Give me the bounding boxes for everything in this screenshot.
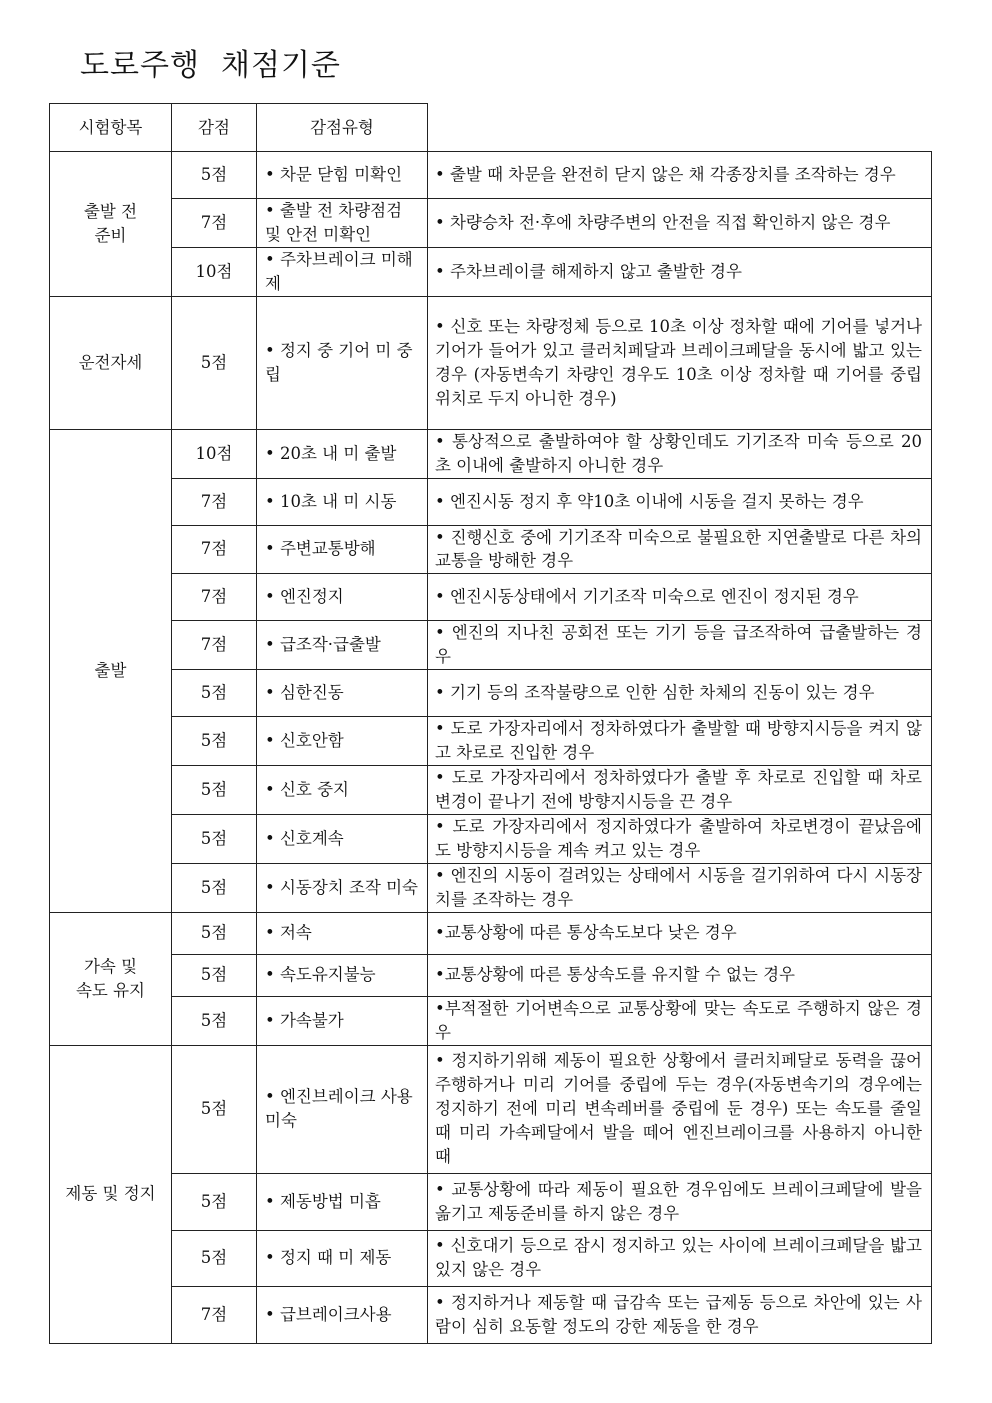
description-cell: • 엔진시동 정지 후 약10초 이내에 시동을 걸지 못하는 경우 (428, 478, 932, 525)
table-row (50, 912, 932, 954)
item-cell: • 시동장치 조작 미숙 (257, 863, 428, 912)
table-row (50, 574, 932, 621)
page-title: 도로주행 채점기준 (80, 48, 341, 83)
item-cell: • 급조작·급출발 (257, 621, 428, 670)
description-cell: •교통상황에 따른 통상속도를 유지할 수 없는 경우 (428, 954, 932, 996)
description-cell: • 도로 가장자리에서 정차하였다가 출발할 때 방향지시등을 켜지 않고 차로로 진입한 경우 (428, 717, 932, 766)
table-row (50, 199, 932, 248)
description-cell: • 신호대기 등으로 잠시 정지하고 있는 사이에 브레이크페달을 밟고 있지 않은 경우 (428, 1230, 932, 1286)
item-cell: • 10초 내 미 시동 (257, 478, 428, 525)
header-test-item: 시험항목 (50, 104, 172, 152)
table-row (50, 152, 932, 199)
table-row (50, 247, 932, 296)
item-cell: • 가속불가 (257, 996, 428, 1045)
table-row (50, 670, 932, 717)
category-label: 운전자세 (78, 352, 143, 372)
category-cell (50, 152, 172, 297)
scoring-table (49, 103, 932, 1344)
category-cell (50, 429, 172, 912)
item-cell: • 20초 내 미 출발 (257, 429, 428, 478)
table-row (50, 296, 932, 429)
header-deduction: 감점 (172, 104, 257, 152)
points-cell: 5점 (172, 152, 257, 199)
header-row (50, 104, 932, 152)
table-row (50, 621, 932, 670)
points-cell: 5점 (172, 717, 257, 766)
points-cell: 5점 (172, 766, 257, 815)
item-cell: • 엔진브레이크 사용미숙 (257, 1045, 428, 1173)
description-cell: • 엔진시동상태에서 기기조작 미숙으로 엔진이 정지된 경우 (428, 574, 932, 621)
description-cell: • 정지하기위해 제동이 필요한 상황에서 클러치페달로 동력을 끊어 주행하거나 미리 기어를 중립에 두는 경우(자동변속기의 경우에는 정지하기 전에 미리 변속레버를 중립에 둔 경우) 또는 속도를 줄일 때 미리 가속페달에서 발을 떼어 엔진브레이크를 사용하지 아니한 때 (428, 1045, 932, 1173)
item-cell: • 차문 닫힘 미확인 (257, 152, 428, 199)
points-cell: 5점 (172, 863, 257, 912)
item-cell: • 신호 중지 (257, 766, 428, 815)
description-cell: • 주차브레이클 해제하지 않고 출발한 경우 (428, 247, 932, 296)
category-cell (50, 912, 172, 1045)
description-cell: • 통상적으로 출발하여야 할 상황인데도 기기조작 미숙 등으로 20초 이내에 출발하지 아니한 경우 (428, 429, 932, 478)
item-cell: • 제동방법 미흡 (257, 1173, 428, 1230)
description-cell: • 진행신호 중에 기기조작 미숙으로 불필요한 지연출발로 다른 차의 교통을 방해한 경우 (428, 525, 932, 574)
description-cell: • 엔진의 시동이 걸려있는 상태에서 시동을 걸기위하여 다시 시동장치를 조작하는 경우 (428, 863, 932, 912)
table-row (50, 954, 932, 996)
points-cell: 5점 (172, 814, 257, 863)
points-cell: 5점 (172, 1230, 257, 1286)
header-deduction-type: 감점유형 (257, 104, 428, 152)
table-row (50, 478, 932, 525)
item-cell: • 엔진정지 (257, 574, 428, 621)
points-cell: 7점 (172, 525, 257, 574)
table-body (50, 152, 932, 1344)
item-cell: • 정지 때 미 제동 (257, 1230, 428, 1286)
points-cell: 5점 (172, 1173, 257, 1230)
table-row (50, 863, 932, 912)
table-row (50, 1045, 932, 1173)
category-label: 제동 및 정지 (65, 1184, 156, 1204)
description-cell: • 교통상황에 따라 제동이 필요한 경우임에도 브레이크페달에 발을 옮기고 제동준비를 하지 않은 경우 (428, 1173, 932, 1230)
points-cell: 5점 (172, 996, 257, 1045)
table-row (50, 1286, 932, 1343)
item-cell: • 신호안함 (257, 717, 428, 766)
item-cell: • 신호계속 (257, 814, 428, 863)
category-cell (50, 296, 172, 429)
table-row (50, 814, 932, 863)
points-cell: 5점 (172, 954, 257, 996)
item-cell: • 주변교통방해 (257, 525, 428, 574)
points-cell: 10점 (172, 247, 257, 296)
points-cell: 5점 (172, 296, 257, 429)
category-label: 가속 및 속도 유지 (75, 956, 145, 1000)
table-row (50, 717, 932, 766)
item-cell: • 속도유지불능 (257, 954, 428, 996)
table-row (50, 766, 932, 815)
points-cell: 10점 (172, 429, 257, 478)
description-cell: • 출발 때 차문을 완전히 닫지 않은 채 각종장치를 조작하는 경우 (428, 152, 932, 199)
points-cell: 7점 (172, 574, 257, 621)
table-row (50, 996, 932, 1045)
item-cell: • 심한진동 (257, 670, 428, 717)
points-cell: 5점 (172, 912, 257, 954)
description-cell: • 기기 등의 조작불량으로 인한 심한 차체의 진동이 있는 경우 (428, 670, 932, 717)
description-cell: • 신호 또는 차량정체 등으로 10초 이상 정차할 때에 기어를 넣거나 기어가 들어가 있고 클러치페달과 브레이크페달을 동시에 밟고 있는 경우 (자동변속기 차량인 경우도 10초 이상 정차할 때 기어를 중립위치로 두지 아니한 경우) (428, 296, 932, 429)
category-label: 출발 (94, 660, 127, 680)
description-cell: •교통상황에 따른 통상속도보다 낮은 경우 (428, 912, 932, 954)
table-row (50, 1173, 932, 1230)
points-cell: 7점 (172, 1286, 257, 1343)
points-cell: 5점 (172, 670, 257, 717)
description-cell: • 엔진의 지나친 공회전 또는 기기 등을 급조작하여 급출발하는 경우 (428, 621, 932, 670)
item-cell: • 출발 전 차량점검 및 안전 미확인 (257, 199, 428, 248)
item-cell: • 급브레이크사용 (257, 1286, 428, 1343)
category-cell (50, 1045, 172, 1343)
description-cell: • 도로 가장자리에서 정지하였다가 출발하여 차로변경이 끝났음에도 방향지시등을 계속 켜고 있는 경우 (428, 814, 932, 863)
item-cell: • 저속 (257, 912, 428, 954)
description-cell: •부적절한 기어변속으로 교통상황에 맞는 속도로 주행하지 않은 경우 (428, 996, 932, 1045)
points-cell: 7점 (172, 478, 257, 525)
points-cell: 5점 (172, 1045, 257, 1173)
points-cell: 7점 (172, 199, 257, 248)
table-row (50, 525, 932, 574)
category-label: 출발 전 준비 (83, 201, 138, 245)
table-row (50, 429, 932, 478)
description-cell: • 도로 가장자리에서 정차하였다가 출발 후 차로로 진입할 때 차로변경이 끝나기 전에 방향지시등을 끈 경우 (428, 766, 932, 815)
item-cell: • 주차브레이크 미해제 (257, 247, 428, 296)
points-cell: 7점 (172, 621, 257, 670)
description-cell: • 차량승차 전·후에 차량주변의 안전을 직접 확인하지 않은 경우 (428, 199, 932, 248)
table-row (50, 1230, 932, 1286)
description-cell: • 정지하거나 제동할 때 급감속 또는 급제동 등으로 차안에 있는 사람이 심히 요동할 정도의 강한 제동을 한 경우 (428, 1286, 932, 1343)
item-cell: • 정지 중 기어 미 중립 (257, 296, 428, 429)
